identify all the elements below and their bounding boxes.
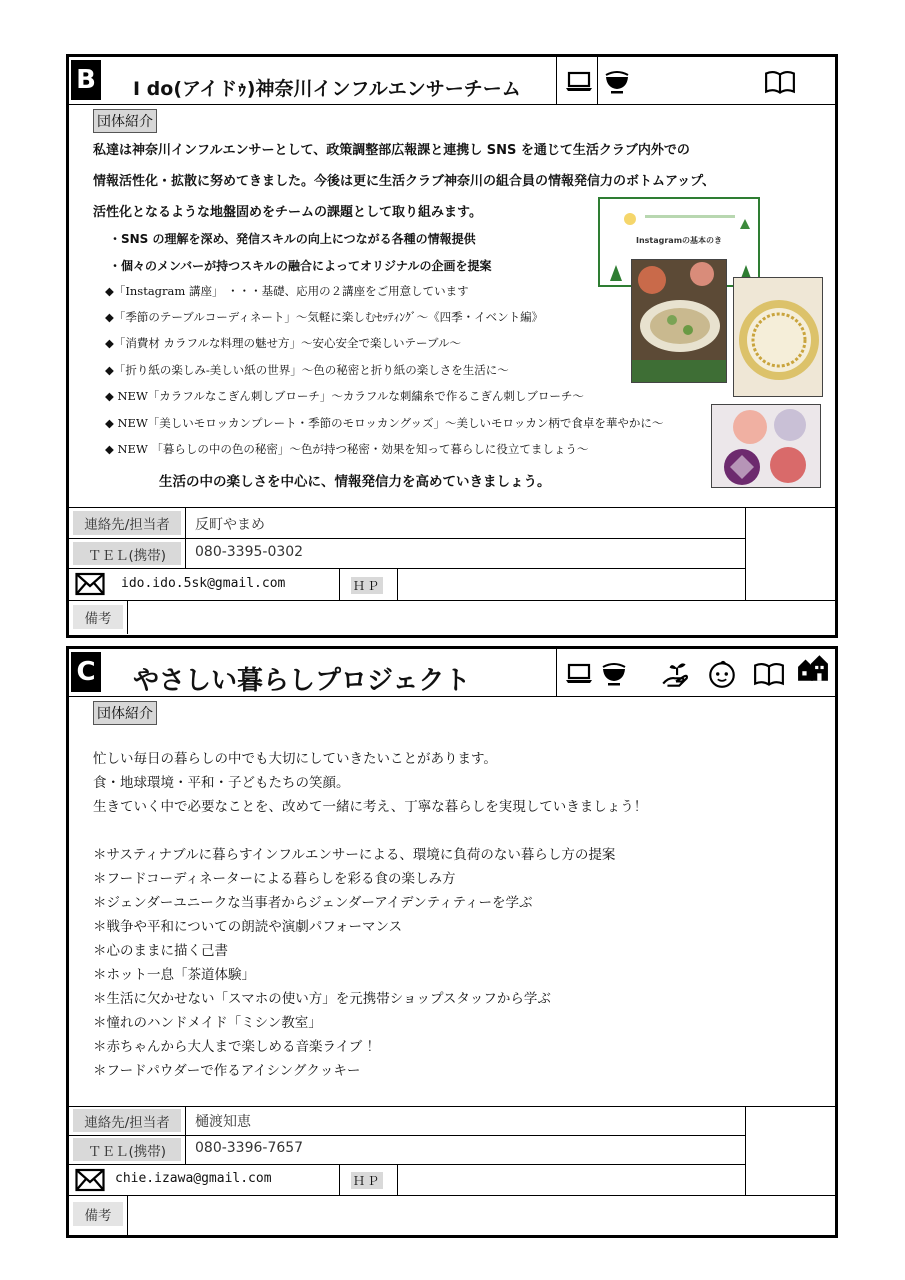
email-value[interactable]: ido.ido.5sk@gmail.com (121, 576, 286, 591)
tel-label: ＴＥＬ(携帯) (73, 1138, 181, 1161)
laptop-icon (564, 66, 594, 96)
book-icon (762, 66, 798, 98)
contact-person-label: 連絡先/担当者 (73, 511, 181, 535)
tel-value: 080-3395-0302 (195, 544, 304, 560)
course-item: ◆ NEW「美しいモロッカンプレート・季節のモロッカングッズ」～美しいモロッカン柄で食卓を華やかに～ (105, 416, 664, 430)
envelope-icon (75, 1168, 105, 1192)
intro-tag: 団体紹介 (93, 109, 157, 133)
hp-label: ＨＰ (353, 579, 382, 593)
kogin-brooch-photo (711, 404, 821, 488)
contact-table (69, 1106, 835, 1235)
contact-table (69, 507, 835, 635)
intro-line: 私達は神奈川インフルエンサーとして、政策調整部広報課と連携し SNS を通じて生活クラブ内外での (93, 143, 690, 158)
intro-line: 生きていく中で必要なことを、改めて一緒に考え、丁寧な暮らしを実現していきましょう！ (93, 799, 648, 815)
contact-person-label: 連絡先/担当者 (73, 1109, 181, 1132)
baby-face-icon (705, 658, 739, 690)
course-item: ◆「消費材 カラフルな料理の魅せ方」～安心安全で楽しいテーブル～ (105, 336, 462, 350)
notes-label: 備考 (73, 1202, 123, 1226)
rice-bowl-icon (602, 66, 632, 96)
rice-bowl-icon (599, 658, 629, 688)
bullet-line: ・個々のメンバーが持つスキルの融合によってオリジナルの企画を提案 (109, 259, 492, 273)
card-header (69, 649, 835, 697)
program-item: ＊戦争や平和についての朗読や演劇パフォーマンス (93, 919, 403, 935)
book-icon (751, 658, 787, 690)
course-item: ◆「折り紙の楽しみ-美しい紙の世界」～色の秘密と折り紙の楽しさを生活に～ (105, 363, 509, 377)
program-item: ＊ホット一息「茶道体験」 (93, 967, 255, 983)
program-item: ＊サスティナブルに暮らすインフルエンサーによる、環境に負荷のない暮らし方の提案 (93, 847, 616, 863)
course-item: ◆ NEW 「暮らしの中の色の秘密」～色が持つ秘密・効果を知って暮らしに役立てましょう～ (105, 442, 589, 456)
card-letter: B (71, 60, 101, 100)
program-item: ＊生活に欠かせない「スマホの使い方」を元携帯ショップスタッフから学ぶ (93, 991, 551, 1007)
contact-person-value: 樋渡知恵 (195, 1114, 251, 1130)
hand-sprout-icon (659, 658, 693, 690)
header-divider (556, 57, 557, 104)
course-item: ◆「Instagram 講座」 ・・・基礎、応用の２講座をご用意しています (105, 284, 469, 298)
program-item: ＊赤ちゃんから大人まで楽しめる音楽ライブ ！ (93, 1039, 380, 1055)
closing-line: 生活の中の楽しさを中心に、情報発信力を高めていきましょう。 (159, 474, 551, 490)
intro-line: 活性化となるような地盤固めをチームの課題として取り組みます。 (93, 205, 482, 220)
course-item: ◆ NEW「カラフルなこぎん刺しブローチ」～カラフルな刺繍糸で作るこぎん刺しブローチ～ (105, 389, 584, 403)
intro-line: 情報活性化・拡散に努めてきました。今後は更に生活クラブ神奈川の組合員の情報発信力のボトムアップ、 (93, 174, 716, 189)
header-divider (597, 57, 598, 104)
intro-line: 忙しい毎日の暮らしの中でも大切にしていきたいことがあります。 (93, 751, 497, 767)
program-item: ＊フードコーディネーターによる暮らしを彩る食の楽しみ方 (93, 871, 456, 887)
notes-label: 備考 (73, 605, 123, 629)
moroccan-plate-photo (733, 277, 823, 397)
group-card-b (66, 54, 838, 638)
card-header (69, 57, 835, 105)
course-item: ◆「季節のテーブルコーディネート」～気軽に楽しむｾｯﾃｨﾝｸﾞ～《四季・イベント編》 (105, 310, 544, 324)
bullet-line: ・SNS の理解を深め、発信スキルの向上につながる各種の情報提供 (109, 232, 476, 246)
laptop-icon (564, 658, 594, 688)
tel-value: 080-3396-7657 (195, 1140, 304, 1156)
intro-line: 食・地球環境・平和・子どもたちの笑顔。 (93, 775, 350, 791)
program-item: ＊憧れのハンドメイド「ミシン教室」 (93, 1015, 322, 1031)
table-food-photo (631, 259, 727, 383)
email-value[interactable]: chie.izawa@gmail.com (115, 1171, 272, 1186)
card-letter: C (71, 652, 101, 692)
tel-label: ＴＥＬ(携帯) (73, 542, 181, 565)
intro-tag: 団体紹介 (93, 701, 157, 725)
contact-person-value: 反町やまめ (195, 517, 265, 533)
program-item: ＊心のままに描く己書 (93, 943, 228, 959)
group-title: I do(アイドｩ)神奈川インフルエンサーチーム (133, 77, 521, 100)
program-item: ＊フードパウダーで作るアイシングクッキー (93, 1063, 361, 1079)
header-divider (556, 649, 557, 696)
houses-icon (795, 652, 831, 684)
group-card-c (66, 646, 838, 1238)
photo-caption: Instagramの基本のき (635, 236, 723, 245)
program-item: ＊ジェンダーユニークな当事者からジェンダーアイデンティティーを学ぶ (93, 895, 533, 911)
hp-label: ＨＰ (353, 1174, 382, 1188)
envelope-icon (75, 572, 105, 596)
group-title: やさしい暮らしプロジェクト (133, 665, 471, 696)
